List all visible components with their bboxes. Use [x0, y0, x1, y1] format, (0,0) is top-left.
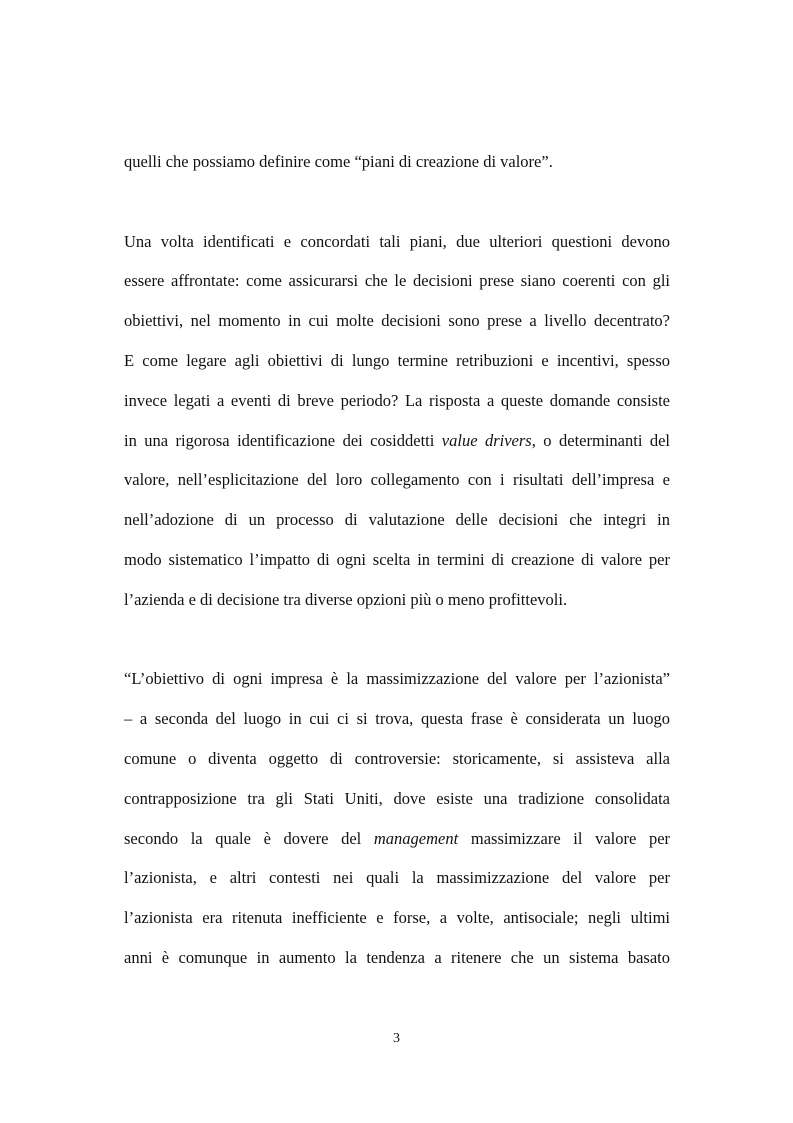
- text-line: l’azionista era ritenuta inefficiente e forse, a volte, antisociale; negli ultimi: [124, 908, 670, 928]
- text-line: obiettivi, nel momento in cui molte decisioni sono prese a livello decentrato?: [124, 311, 670, 331]
- text-line: l’azionista, e altri contesti nei quali la massimizzazione del valore per: [124, 868, 670, 888]
- paragraph-value-drivers: [124, 222, 670, 620]
- text-line: nell’adozione di un processo di valutazione delle decisioni che integri in: [124, 510, 670, 530]
- text-line: l’azienda e di decisione tra diverse opzioni più o meno profittevoli.: [124, 589, 568, 609]
- text-line: Una volta identificati e concordati tali piani, due ulteriori questioni devono: [124, 231, 670, 251]
- italic-term-management: management: [373, 828, 459, 848]
- text-line: modo sistematico l’impatto di ogni scelta in termini di creazione di valore per: [124, 549, 670, 569]
- text-line: “L’obiettivo di ogni impresa è la massimizzazione del valore per l’azionista”: [124, 669, 670, 689]
- text-segment: massimizzare il valore per: [470, 828, 671, 848]
- text-line: E come legare agli obiettivi di lungo termine retribuzioni e incentivi, spesso: [124, 350, 670, 370]
- text-line: [124, 819, 670, 859]
- text-line: – a seconda del luogo in cui ci si trova, questa frase è considerata un luogo: [124, 709, 670, 729]
- paragraph-gap: [124, 620, 670, 660]
- text-line: essere affrontate: come assicurarsi che le decisioni prese siano coerenti con gli: [124, 271, 670, 291]
- text-line: anni è comunque in aumento la tendenza a ritenere che un sistema basato: [124, 947, 670, 967]
- text-segment: in una rigorosa identificazione dei cosiddetti: [124, 430, 435, 450]
- text-segment: , o determinanti del: [531, 430, 671, 450]
- paragraph-intro: [124, 142, 670, 182]
- page-number: 3: [393, 1031, 400, 1046]
- text-line: comune o diventa oggetto di controversie: storicamente, si assisteva alla: [124, 748, 670, 768]
- paragraph-gap: [124, 182, 670, 222]
- text-line: quelli che possiamo definire come “piani di creazione di valore”.: [124, 152, 553, 171]
- text-line: valore, nell’esplicitazione del loro collegamento con i risultati dell’impresa e: [124, 470, 670, 490]
- text-line: contrapposizione tra gli Stati Uniti, dove esiste una tradizione consolidata: [124, 788, 670, 808]
- paragraph-shareholder-value: [124, 659, 670, 977]
- italic-term-value-drivers: value drivers: [441, 430, 532, 450]
- text-line: invece legati a eventi di breve periodo? La risposta a queste domande consiste: [124, 390, 670, 410]
- document-page: [124, 142, 670, 978]
- text-line: [124, 421, 670, 461]
- text-segment: secondo la quale è dovere del: [124, 828, 362, 848]
